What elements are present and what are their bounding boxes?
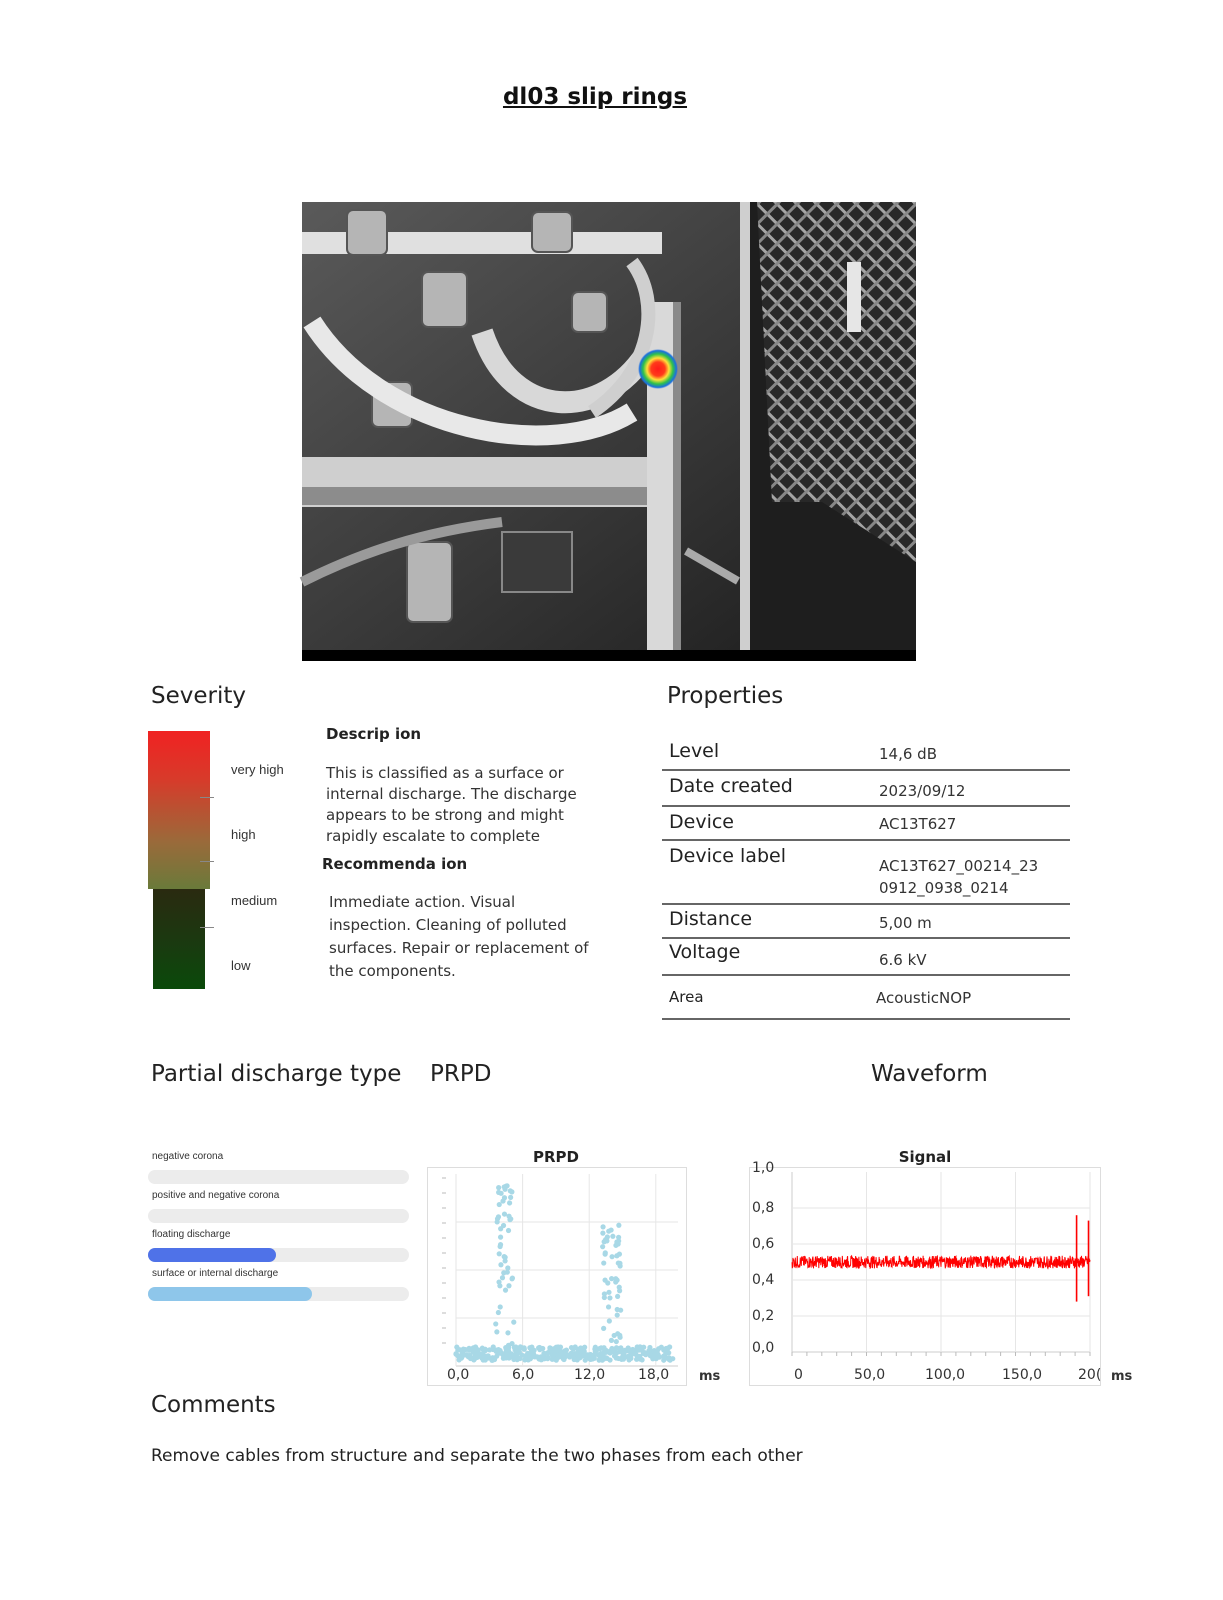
property-value	[879, 855, 1038, 899]
waveform-x-tick: 100,0	[925, 1367, 966, 1383]
waveform-x-tick: 50,0	[854, 1367, 886, 1383]
prpd-point	[496, 1185, 501, 1190]
property-value: AcousticNOP	[876, 989, 972, 1007]
property-value: 5,00 m	[879, 914, 932, 932]
prpd-point	[606, 1304, 611, 1309]
prpd-point	[601, 1326, 606, 1331]
prpd-point	[583, 1358, 588, 1363]
prpd-point	[602, 1348, 607, 1353]
prpd-point	[509, 1341, 514, 1346]
prpd-point	[618, 1308, 623, 1313]
description-heading: Descrip ion	[326, 725, 422, 743]
prpd-point	[466, 1346, 471, 1351]
prpd-point	[616, 1241, 621, 1246]
prpd-point	[627, 1357, 632, 1362]
prpd-point	[498, 1235, 503, 1240]
prpd-point	[496, 1310, 501, 1315]
prpd-point	[617, 1261, 622, 1266]
severity-level-medium: medium	[231, 893, 278, 908]
prpd-point	[602, 1239, 607, 1244]
prpd-point	[493, 1321, 498, 1326]
waveform-y-tick: 0,4	[752, 1272, 775, 1288]
pd-type-bar-fill	[148, 1287, 312, 1301]
severity-tick	[200, 797, 214, 798]
prpd-point	[654, 1353, 659, 1358]
prpd-point	[502, 1184, 507, 1189]
pd-type-bar	[148, 1209, 409, 1223]
prpd-point	[605, 1234, 610, 1239]
prpd-x-tick: 12,0	[574, 1367, 606, 1383]
property-key: Device	[669, 811, 734, 833]
prpd-point	[589, 1356, 594, 1361]
severity-level-very-high: very high	[231, 762, 284, 777]
prpd-plot	[428, 1168, 686, 1385]
waveform-chart	[749, 1167, 1101, 1386]
prpd-point	[610, 1234, 615, 1239]
recommendation-line: surfaces. Repair or replacement of	[329, 939, 589, 957]
description-line: internal discharge. The discharge	[326, 785, 577, 803]
waveform-x-tick: 20(	[1078, 1367, 1102, 1383]
prpd-point	[498, 1191, 503, 1196]
prpd-point	[461, 1346, 466, 1351]
prpd-heading: PRPD	[430, 1061, 492, 1087]
prpd-point	[515, 1357, 520, 1362]
prpd-point	[468, 1356, 473, 1361]
prpd-point	[601, 1260, 606, 1265]
prpd-point	[481, 1357, 486, 1362]
property-key: Area	[669, 988, 704, 1006]
comments-text: Remove cables from structure and separate the two phases from each other	[151, 1446, 803, 1466]
property-row-level	[662, 738, 1070, 771]
waveform-y-tick: 0,8	[752, 1200, 775, 1216]
severity-scale	[148, 731, 210, 989]
prpd-point	[517, 1349, 522, 1354]
waveform-y-tick: 0,6	[752, 1236, 775, 1252]
property-value-line: 0912_0938_0214	[879, 879, 1009, 897]
prpd-point	[503, 1288, 508, 1293]
prpd-point	[577, 1355, 582, 1360]
prpd-point	[490, 1355, 495, 1360]
prpd-point	[474, 1353, 479, 1358]
prpd-point	[606, 1290, 611, 1295]
prpd-x-tick: 18,0	[638, 1367, 670, 1383]
prpd-point	[502, 1195, 507, 1200]
prpd-point	[503, 1258, 508, 1263]
prpd-point	[633, 1352, 638, 1357]
prpd-point	[609, 1227, 614, 1232]
prpd-point	[547, 1345, 552, 1350]
prpd-point	[607, 1318, 612, 1323]
property-key: Date created	[669, 775, 793, 797]
property-key: Device label	[669, 845, 786, 867]
prpd-point	[540, 1354, 545, 1359]
prpd-point	[497, 1251, 502, 1256]
prpd-point	[497, 1283, 502, 1288]
severity-level-low: low	[231, 958, 251, 973]
pd-type-bar	[148, 1287, 409, 1301]
prpd-chart	[427, 1167, 687, 1386]
prpd-point	[508, 1188, 513, 1193]
severity-level-high: high	[231, 827, 256, 842]
prpd-point	[602, 1278, 607, 1283]
prpd-point	[535, 1354, 540, 1359]
prpd-point	[502, 1211, 507, 1216]
prpd-point	[506, 1283, 511, 1288]
prpd-point	[565, 1352, 570, 1357]
prpd-point	[614, 1355, 619, 1360]
prpd-point	[505, 1354, 510, 1359]
recommendation-text	[329, 891, 609, 983]
severity-indicator-lower	[153, 889, 205, 989]
property-row-voltage	[662, 939, 1070, 976]
property-row-date	[662, 771, 1070, 807]
property-value: 2023/09/12	[879, 782, 966, 800]
property-value: AC13T627	[879, 815, 957, 833]
waveform-plot	[750, 1168, 1100, 1385]
prpd-x-tick: 6,0	[512, 1367, 535, 1383]
prpd-point	[614, 1339, 619, 1344]
prpd-point	[505, 1330, 510, 1335]
prpd-point	[569, 1345, 574, 1350]
prpd-point	[615, 1294, 620, 1299]
prpd-point	[498, 1244, 503, 1249]
prpd-point	[614, 1253, 619, 1258]
property-key: Distance	[669, 908, 753, 930]
waveform-x-tick: 0	[794, 1367, 803, 1383]
waveform-y-tick: 1,0	[752, 1160, 775, 1176]
prpd-point	[609, 1254, 614, 1259]
property-row-device	[662, 807, 1070, 841]
prpd-point	[511, 1320, 516, 1325]
prpd-point	[617, 1333, 622, 1338]
pd-type-label: positive and negative corona	[152, 1190, 280, 1201]
prpd-chart-title: PRPD	[533, 1148, 579, 1166]
property-row-distance	[662, 905, 1070, 939]
prpd-point	[522, 1345, 527, 1350]
prpd-point	[594, 1348, 599, 1353]
prpd-point	[540, 1346, 545, 1351]
waveform-x-unit: ms	[1111, 1369, 1133, 1384]
prpd-point	[667, 1355, 672, 1360]
pd-type-label: negative corona	[152, 1151, 224, 1162]
prpd-point	[572, 1351, 577, 1356]
pd-type-bar	[148, 1248, 409, 1262]
prpd-point	[602, 1291, 607, 1296]
properties-heading: Properties	[667, 683, 784, 709]
prpd-x-tick: 0,0	[447, 1367, 470, 1383]
waveform-y-tick: 0,2	[752, 1308, 775, 1324]
prpd-point	[616, 1223, 621, 1228]
description-text	[326, 763, 596, 843]
prpd-point	[661, 1358, 666, 1363]
severity-heading: Severity	[151, 683, 246, 709]
pd-type-label: floating discharge	[152, 1229, 231, 1240]
description-line: This is classified as a surface or	[326, 764, 564, 782]
prpd-point	[494, 1347, 499, 1352]
prpd-point	[614, 1345, 619, 1350]
prpd-point	[459, 1355, 464, 1360]
pd-type-heading: Partial discharge type	[151, 1061, 402, 1087]
prpd-point	[661, 1347, 666, 1352]
prpd-point	[621, 1351, 626, 1356]
prpd-point	[558, 1344, 563, 1349]
waveform-chart-title: Signal	[898, 1148, 952, 1166]
property-value: 6.6 kV	[879, 951, 927, 969]
report-title: dl03 slip rings	[502, 84, 688, 110]
severity-indicator-upper	[148, 731, 210, 889]
waveform-y-tick-top	[752, 1160, 776, 1180]
prpd-point	[494, 1329, 499, 1334]
waveform-y-tick-bottom	[752, 1340, 776, 1356]
prpd-point	[667, 1344, 672, 1349]
prpd-point	[646, 1349, 651, 1354]
description-line: rapidly escalate to complete	[326, 827, 540, 845]
prpd-point	[609, 1338, 614, 1343]
prpd-point	[495, 1219, 500, 1224]
prpd-x-unit: ms	[699, 1369, 721, 1384]
prpd-point	[605, 1356, 610, 1361]
prpd-point	[615, 1312, 620, 1317]
prpd-point	[564, 1347, 569, 1352]
prpd-point	[637, 1345, 642, 1350]
prpd-point	[628, 1352, 633, 1357]
pd-type-bar-fill	[148, 1248, 276, 1262]
prpd-point	[454, 1344, 459, 1349]
prpd-point	[507, 1200, 512, 1205]
prpd-point	[505, 1270, 510, 1275]
prpd-point	[600, 1224, 605, 1229]
waveform-y-tick: 0,0	[752, 1340, 775, 1356]
property-value: 14,6 dB	[879, 745, 937, 763]
prpd-point	[498, 1226, 503, 1231]
property-key: Level	[669, 740, 720, 762]
description-line: appears to be strong and might	[326, 806, 564, 824]
waveform-x-tick: 150,0	[1002, 1367, 1043, 1383]
prpd-point	[614, 1278, 619, 1283]
recommendation-line: the components.	[329, 962, 456, 980]
inspection-photo	[302, 202, 916, 661]
prpd-point	[506, 1214, 511, 1219]
prpd-point	[508, 1195, 513, 1200]
prpd-point	[497, 1202, 502, 1207]
prpd-point	[502, 1254, 507, 1259]
prpd-point	[498, 1304, 503, 1309]
property-value-line: AC13T627_00214_23	[879, 857, 1039, 875]
prpd-point	[572, 1357, 577, 1362]
prpd-point	[600, 1244, 605, 1249]
prpd-point	[528, 1356, 533, 1361]
prpd-point	[498, 1262, 503, 1267]
prpd-point	[600, 1231, 605, 1236]
prpd-point	[510, 1275, 515, 1280]
waveform-heading: Waveform	[871, 1061, 988, 1087]
prpd-point	[475, 1347, 480, 1352]
recommendation-line: inspection. Cleaning of polluted	[329, 916, 567, 934]
comments-heading: Comments	[151, 1392, 276, 1418]
prpd-point	[506, 1228, 511, 1233]
recommendation-heading: Recommenda ion	[322, 855, 468, 873]
prpd-point	[483, 1347, 488, 1352]
pd-type-label: surface or internal discharge	[152, 1268, 279, 1279]
prpd-point	[603, 1250, 608, 1255]
severity-tick	[200, 861, 214, 862]
prpd-point	[525, 1351, 530, 1356]
property-key: Voltage	[669, 941, 741, 963]
property-row-device-label	[662, 841, 1070, 905]
prpd-point	[556, 1354, 561, 1359]
prpd-point	[609, 1276, 614, 1281]
prpd-point	[607, 1295, 612, 1300]
prpd-point	[652, 1348, 657, 1353]
severity-tick	[200, 927, 214, 928]
property-row-area	[662, 976, 1070, 1020]
pd-type-bar	[148, 1170, 409, 1184]
prpd-point	[500, 1275, 505, 1280]
prpd-point	[453, 1352, 458, 1357]
prpd-point	[617, 1288, 622, 1293]
recommendation-line: Immediate action. Visual	[329, 893, 516, 911]
prpd-point	[550, 1355, 555, 1360]
prpd-point	[609, 1349, 614, 1354]
prpd-point	[545, 1356, 550, 1361]
prpd-point	[600, 1358, 605, 1363]
